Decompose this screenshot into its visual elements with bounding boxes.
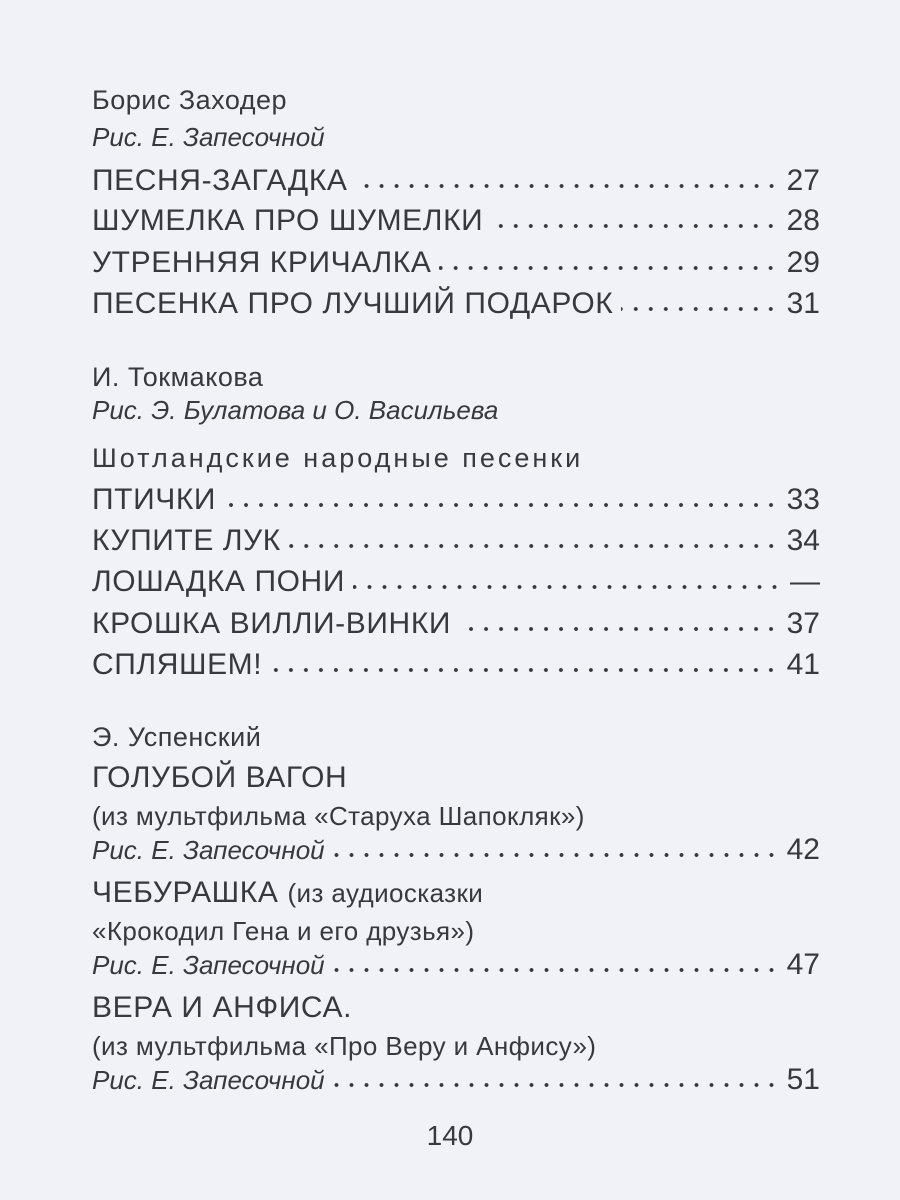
entry-title: КУПИТЕ ЛУК (92, 524, 281, 557)
toc-entry[interactable] (92, 1062, 820, 1098)
page-number: 140 (426, 1120, 474, 1151)
toc-entry-title[interactable] (92, 760, 820, 796)
toc-entry[interactable] (92, 482, 820, 518)
illustrator-credit (92, 119, 820, 155)
entry-page: 29 (786, 246, 820, 279)
entry-note-inline: (из аудиосказки (287, 878, 484, 908)
illustrator-text: Рис. Е. Запесочной (92, 835, 325, 865)
entry-page: 27 (786, 164, 820, 197)
toc-entry-title[interactable] (92, 990, 820, 1026)
entry-page: 42 (786, 833, 820, 866)
illustrator-text: Рис. Е. Запесочной (92, 950, 325, 980)
entry-page: 41 (786, 648, 820, 681)
dot-leader (353, 583, 782, 591)
dot-leader (356, 182, 779, 190)
dot-leader (333, 1081, 779, 1089)
entry-title: ПЕСЕНКА ПРО ЛУЧШИЙ ПОДАРОК (92, 287, 614, 320)
entry-page: 47 (786, 948, 820, 981)
toc-entry[interactable] (92, 203, 820, 239)
entry-note (92, 913, 820, 949)
entry-page: 37 (786, 607, 820, 640)
author-name: Борис Заходер (92, 85, 288, 115)
toc-entry[interactable] (92, 286, 820, 322)
entry-page: 51 (786, 1063, 820, 1096)
dot-leader (491, 222, 778, 230)
toc-entry[interactable] (92, 163, 820, 199)
entry-title: ШУМЕЛКА ПРО ШУМЕЛКИ (92, 204, 484, 237)
entry-title: УТРЕННЯЯ КРИЧАЛКА (92, 246, 432, 279)
entry-note (92, 1028, 820, 1064)
entry-page: 28 (786, 204, 820, 237)
author-name: И. Токмакова (92, 362, 264, 392)
dot-leader (459, 625, 779, 633)
toc-entry[interactable] (92, 647, 820, 683)
entry-note (92, 798, 820, 834)
entry-note-text: «Крокодил Гена и его друзья») (92, 916, 475, 946)
entry-title: ВЕРА И АНФИСА. (92, 991, 353, 1024)
entry-title: ГОЛУБОЙ ВАГОН (92, 761, 348, 794)
entry-title: КРОШКА ВИЛЛИ-ВИНКИ (92, 607, 452, 640)
dot-leader (289, 542, 779, 550)
entry-title: ЛОШАДКА ПОНИ (92, 565, 345, 598)
entry-page: 33 (786, 483, 820, 516)
dot-leader (333, 966, 779, 974)
author-heading (92, 359, 820, 395)
series-heading (92, 440, 820, 476)
toc-entry[interactable] (92, 564, 820, 600)
dot-leader (333, 851, 779, 859)
entry-note-text: (из мультфильма «Про Веру и Анфису») (92, 1031, 597, 1061)
series-text: Шотландские народные песенки (92, 443, 584, 473)
entry-title: ПЕСНЯ-ЗАГАДКА (92, 164, 348, 197)
dot-leader (439, 264, 778, 272)
entry-page: 31 (786, 287, 820, 320)
illustrator-text: Рис. Э. Булатова и О. Васильева (92, 395, 499, 425)
entry-page: — (790, 565, 820, 598)
illustrator-text: Рис. Е. Запесочной (92, 1065, 325, 1095)
entry-title: ПТИЧКИ (92, 483, 217, 516)
author-heading (92, 82, 820, 118)
author-name: Э. Успенский (92, 722, 262, 752)
illustrator-credit (92, 392, 820, 428)
entry-page: 34 (786, 524, 820, 557)
dot-leader (224, 501, 779, 509)
toc-entry[interactable] (92, 523, 820, 559)
toc-entry[interactable] (92, 832, 820, 868)
entry-title: СПЛЯШЕМ! (92, 648, 263, 681)
entry-title: ЧЕБУРАШКА (92, 876, 279, 909)
toc-entry[interactable] (92, 245, 820, 281)
illustrator-text: Рис. Е. Запесочной (92, 122, 325, 152)
entry-note-text: (из мультфильма «Старуха Шапокляк») (92, 801, 585, 831)
toc-entry[interactable] (92, 947, 820, 983)
dot-leader (270, 666, 778, 674)
toc-entry[interactable] (92, 606, 820, 642)
toc-entry-title[interactable] (92, 875, 820, 911)
dot-leader (621, 305, 778, 313)
author-heading (92, 719, 820, 755)
